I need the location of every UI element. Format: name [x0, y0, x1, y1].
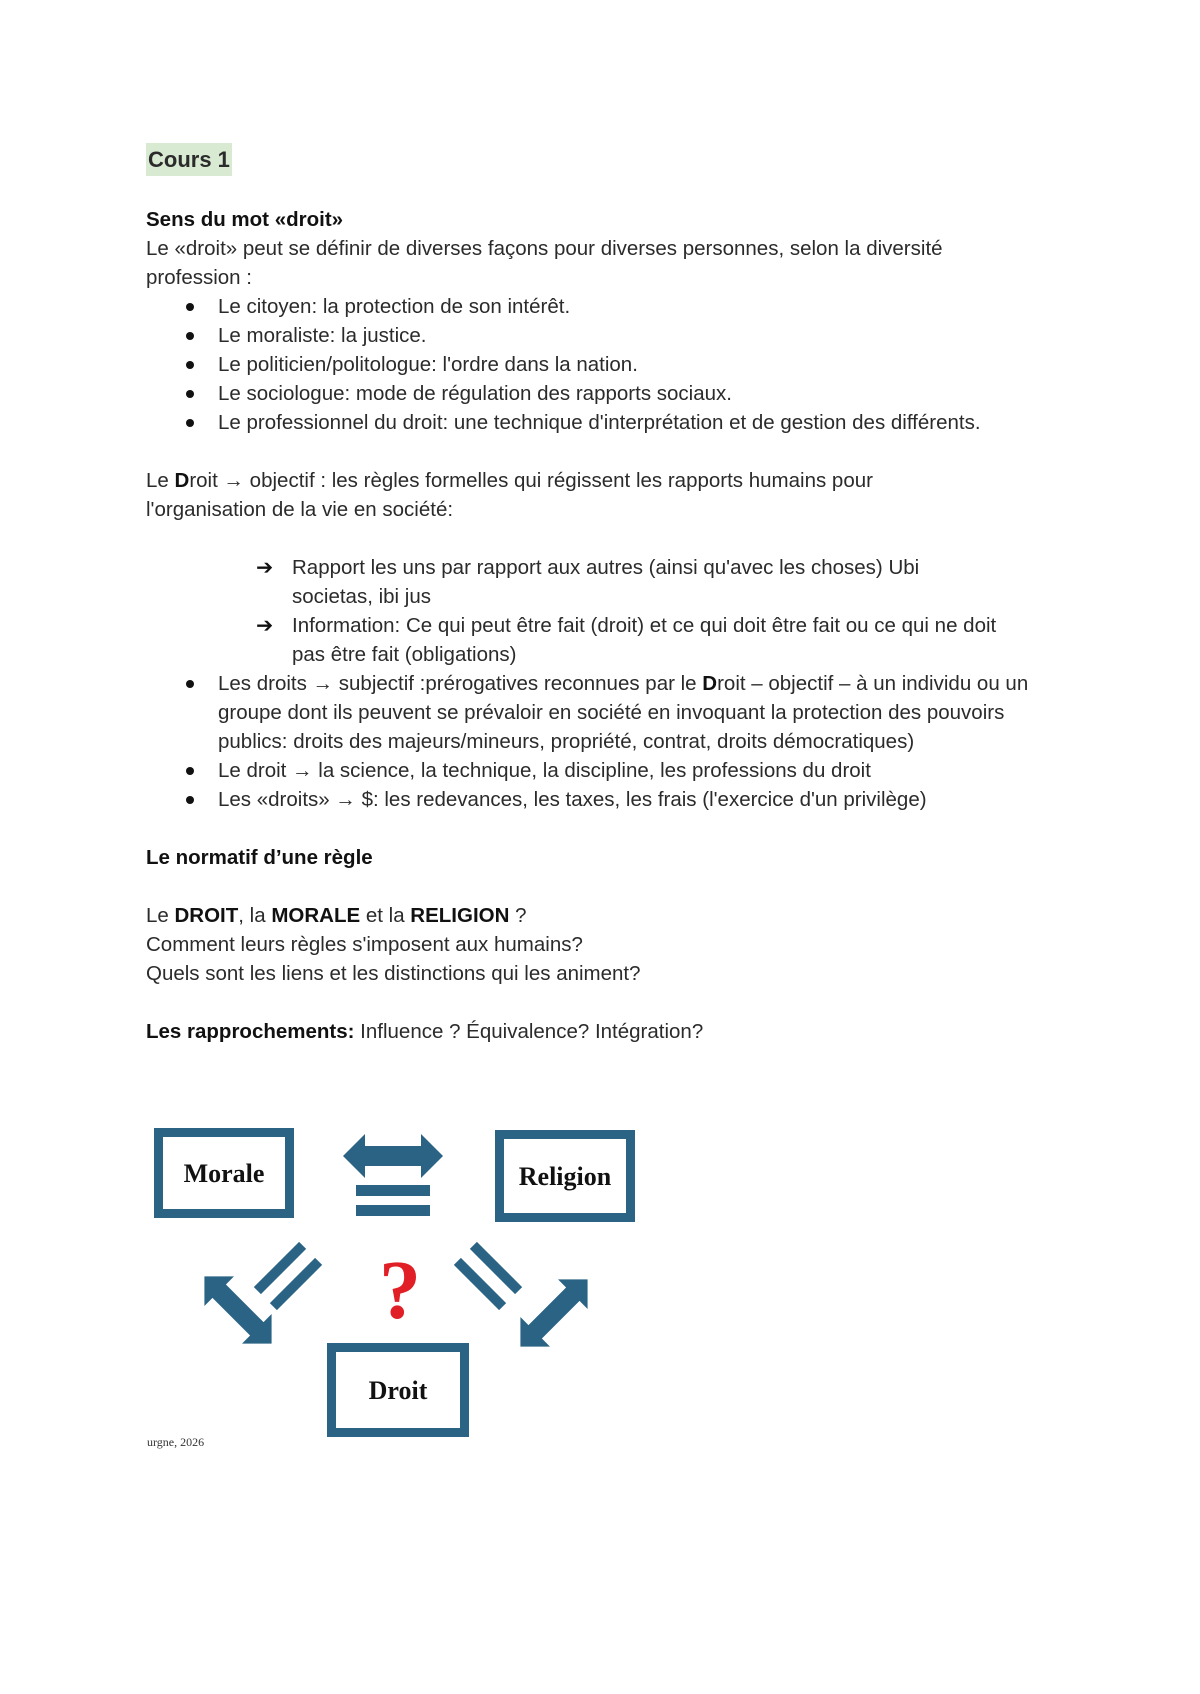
- list-item: Le droit → la science, la technique, la discipline, les professions du droit: [146, 756, 1066, 785]
- droit-objectif-line-1: Le Droit → objectif : les règles formelles qui régissent les rapports humains pour: [146, 469, 873, 492]
- question-line-3: Quels sont les liens et les distinctions qui les animent?: [146, 962, 641, 985]
- meanings-list: [146, 669, 1066, 814]
- page-title: Cours 1: [146, 143, 232, 176]
- section-heading-normatif: Le normatif d’une règle: [146, 846, 373, 869]
- rapprochements-line: Les rapprochements: Influence ? Équivalence? Intégration?: [146, 1020, 704, 1043]
- list-item: Le moraliste: la justice.: [146, 321, 1066, 350]
- equivalence-arrow-right: [454, 1242, 603, 1362]
- intro-line-1: Le «droit» peut se définir de diverses façons pour diverses personnes, selon la diversité: [146, 237, 943, 260]
- question-line-1: Le DROIT, la MORALE et la RELIGION ?: [146, 904, 527, 927]
- question-line-2: Comment leurs règles s'imposent aux humains?: [146, 933, 583, 956]
- religion-label: Religion: [518, 1162, 612, 1191]
- droit-objectif-line-2: l'organisation de la vie en société:: [146, 498, 454, 521]
- section-heading-sens: Sens du mot «droit»: [146, 208, 344, 231]
- morale-box: [154, 1128, 294, 1218]
- list-item: Le professionnel du droit: une technique d'interprétation et de gestion des différents.: [146, 408, 1066, 437]
- list-item: Les «droits» → $: les redevances, les taxes, les frais (l'exercice d'un privilège): [146, 785, 1066, 814]
- morale-label: Morale: [183, 1159, 265, 1188]
- intro-line-2: profession :: [146, 266, 252, 289]
- droit-morale-religion-diagram: [150, 1118, 650, 1448]
- arrow-item: ➔ Rapport les uns par rapport aux autres (ainsi qu'avec les choses) Ubi societas, ibi jus: [256, 555, 920, 608]
- document-page: [146, 143, 1066, 1046]
- arrow-list: [146, 553, 1066, 669]
- droit-box: [327, 1343, 469, 1437]
- equivalence-arrow-left: [190, 1242, 323, 1359]
- arrow-right-icon: ➔: [256, 555, 274, 579]
- list-item: Le politicien/politologue: l'ordre dans la nation.: [146, 350, 1066, 379]
- list-item: Le sociologue: mode de régulation des rapports sociaux.: [146, 379, 1066, 408]
- figure-credit: urgne, 2026: [147, 1435, 205, 1449]
- arrow-right-icon: ➔: [256, 613, 274, 637]
- equivalence-arrow-top: [343, 1134, 443, 1216]
- religion-box: [495, 1130, 635, 1222]
- question-mark-icon: ?: [379, 1244, 421, 1337]
- droit-label: Droit: [368, 1376, 428, 1405]
- list-item: Le citoyen: la protection de son intérêt.: [146, 292, 1066, 321]
- definitions-list: [146, 292, 1066, 437]
- arrow-item: ➔ Information: Ce qui peut être fait (droit) et ce qui doit être fait ou ce qui ne doit pas être fait (obligations): [256, 613, 997, 666]
- list-item-subjectif: Les droits → subjectif :prérogatives reconnues par le Droit – objectif – à un individu ou un groupe dont ils peuvent se prévaloir en société en invoquant la protection des pouvoirs publics: droits des majeurs/mineurs, propriété, contrat, droits démocratiques): [146, 669, 1066, 756]
